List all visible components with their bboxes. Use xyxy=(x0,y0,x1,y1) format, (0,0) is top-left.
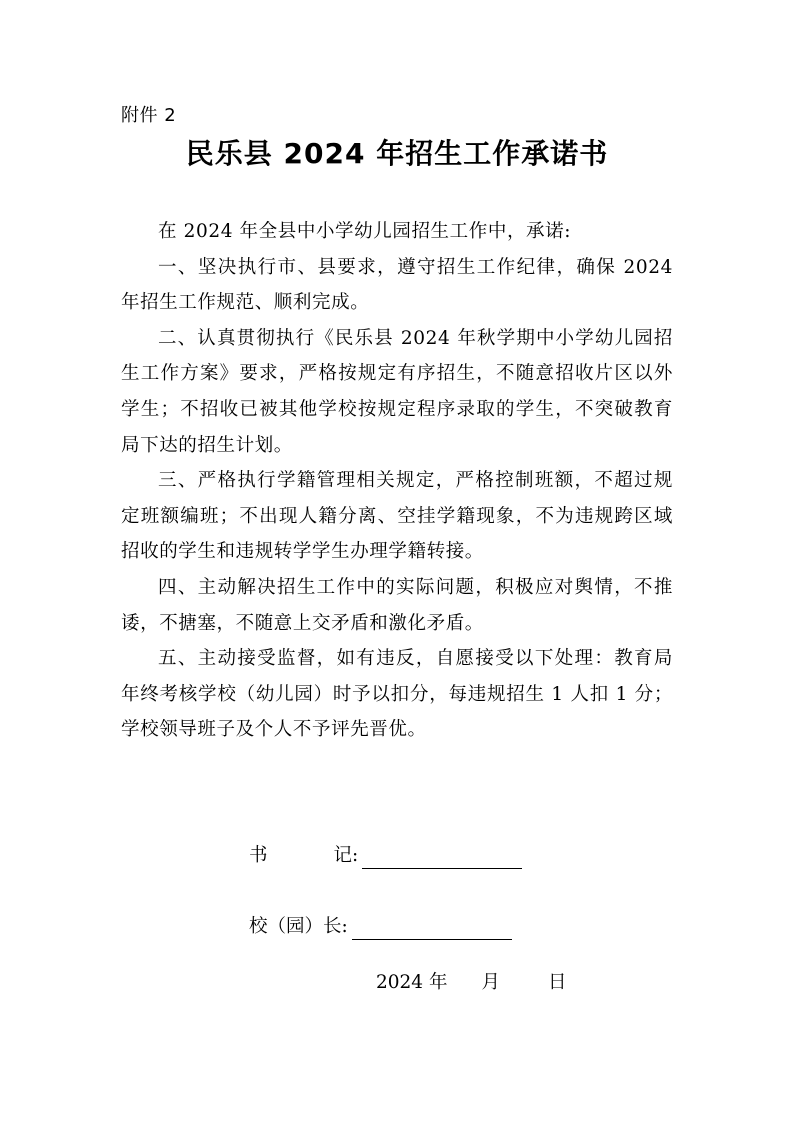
intro-paragraph: 在 2024 年全县中小学幼儿园招生工作中，承诺: xyxy=(158,221,572,242)
date-year: 2024 年 xyxy=(376,972,448,993)
principal-signature-line xyxy=(352,919,512,940)
principal-signature-row xyxy=(249,914,512,940)
date-month: 月 xyxy=(481,972,500,993)
document-title: 民乐县 2024 年招生工作承诺书 xyxy=(185,137,609,170)
principal-label: 校（园）长: xyxy=(249,916,348,937)
secretary-label xyxy=(249,843,358,869)
commitment-body xyxy=(121,214,673,748)
commitment-item-1: 一、坚决执行市、县要求，遵守招生工作纪律，确保 2024 年招生工作规范、顺利完成。 xyxy=(121,256,673,314)
commitment-item-2: 二、认真贯彻执行《民乐县 2024 年秋学期中小学幼儿园招生工作方案》要求，严格按规定有序招生，不随意招收片区以外学生；不招收已被其他学校按规定程序录取的学生，不突破教育局下达的招生计划。 xyxy=(121,327,673,456)
date-day: 日 xyxy=(547,972,567,993)
commitment-item-3: 三、严格执行学籍管理相关规定，严格控制班额，不超过规定班额编班；不出现人籍分离、空挂学籍现象，不为违规跨区域招收的学生和违规转学学生办理学籍转接。 xyxy=(121,470,673,563)
secretary-signature-line xyxy=(362,848,522,869)
secretary-label-first: 书 xyxy=(249,845,268,866)
attachment-label: 附件 2 xyxy=(121,105,177,126)
secretary-label-last: 记: xyxy=(333,845,359,866)
commitment-item-5: 五、主动接受监督，如有违反，自愿接受以下处理：教育局年终考核学校（幼儿园）时予以扣分，每违规招生 1 人扣 1 分；学校领导班子及个人不予评先晋优。 xyxy=(121,648,673,741)
secretary-signature-row xyxy=(249,843,522,869)
date-line xyxy=(376,970,567,996)
commitment-item-4: 四、主动解决招生工作中的实际问题，积极应对舆情，不推诿，不搪塞，不随意上交矛盾和激化矛盾。 xyxy=(121,576,673,634)
